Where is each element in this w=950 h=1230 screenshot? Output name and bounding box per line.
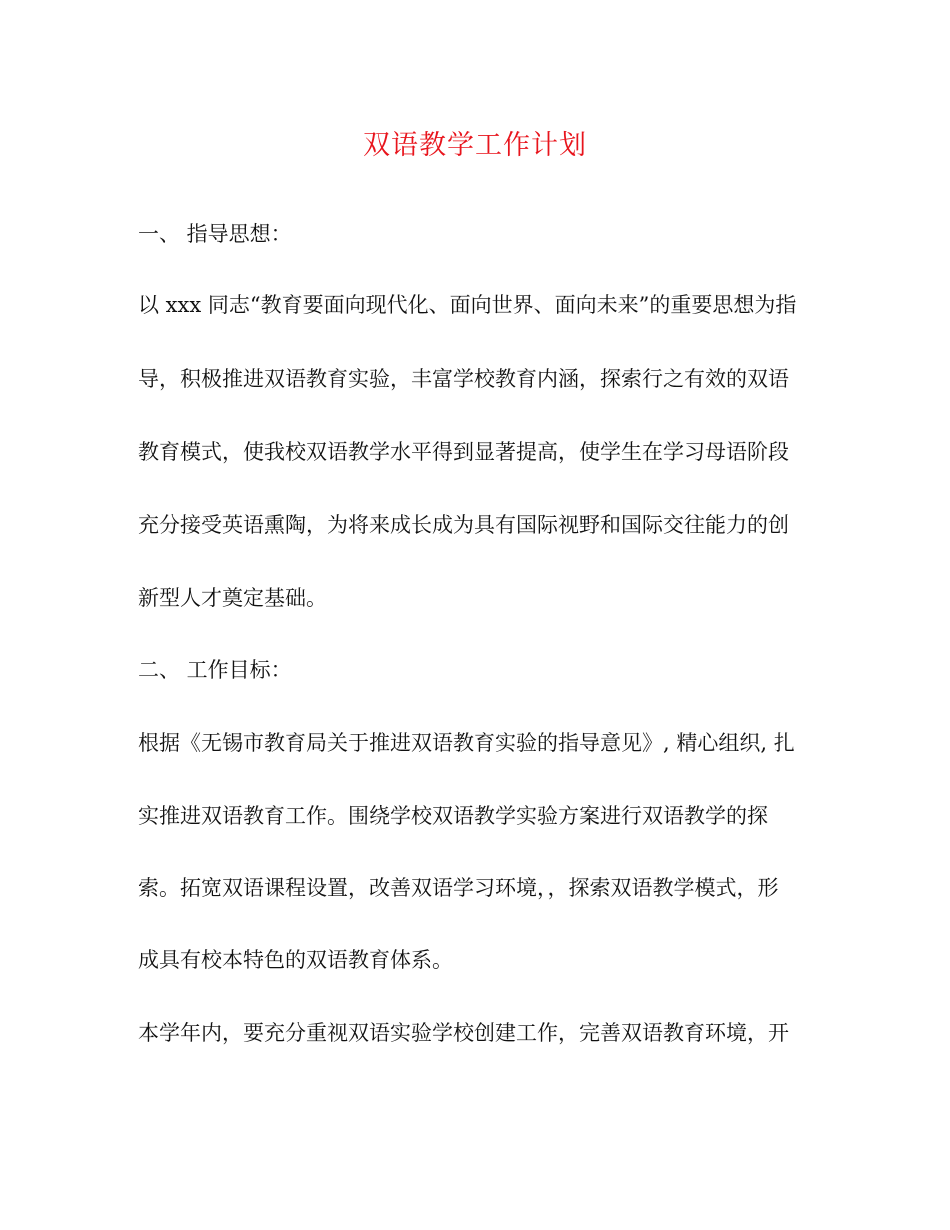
paragraph-line: 根据《无锡市教育局关于推进双语教育实验的指导意见》, 精心组织, 扎 [138, 731, 795, 755]
paragraph-line: 以 xxx 同志“教育要面向现代化、面向世界、面向未来”的重要思想为指 [138, 293, 797, 317]
paragraph-line: 充分接受英语熏陶，为将来成长成为具有国际视野和国际交往能力的创 [138, 513, 789, 537]
paragraph-line: 索。拓宽双语课程设置，改善双语学习环境，，探索双语教学模式，形 [138, 876, 779, 900]
section-heading-guiding-ideology: 一、 指导思想： [138, 222, 292, 246]
paragraph-line: 成具有校本特色的双语教育体系。 [138, 948, 453, 972]
paragraph-line: 本学年内，要充分重视双语实验学校创建工作，完善双语教育环境，开 [138, 1021, 789, 1045]
document-title: 双语教学工作计划 [363, 130, 587, 161]
section-heading-work-goals: 二、 工作目标： [138, 658, 292, 682]
paragraph-line: 导，积极推进双语教育实验，丰富学校教育内涵，探索行之有效的双语 [138, 367, 789, 391]
paragraph-line: 新型人才奠定基础。 [138, 586, 327, 610]
paragraph-line: 教育模式，使我校双语教学水平得到显著提高，使学生在学习母语阶段 [138, 440, 789, 464]
paragraph-line: 实推进双语教育工作。围绕学校双语教学实验方案进行双语教学的探 [138, 804, 768, 828]
